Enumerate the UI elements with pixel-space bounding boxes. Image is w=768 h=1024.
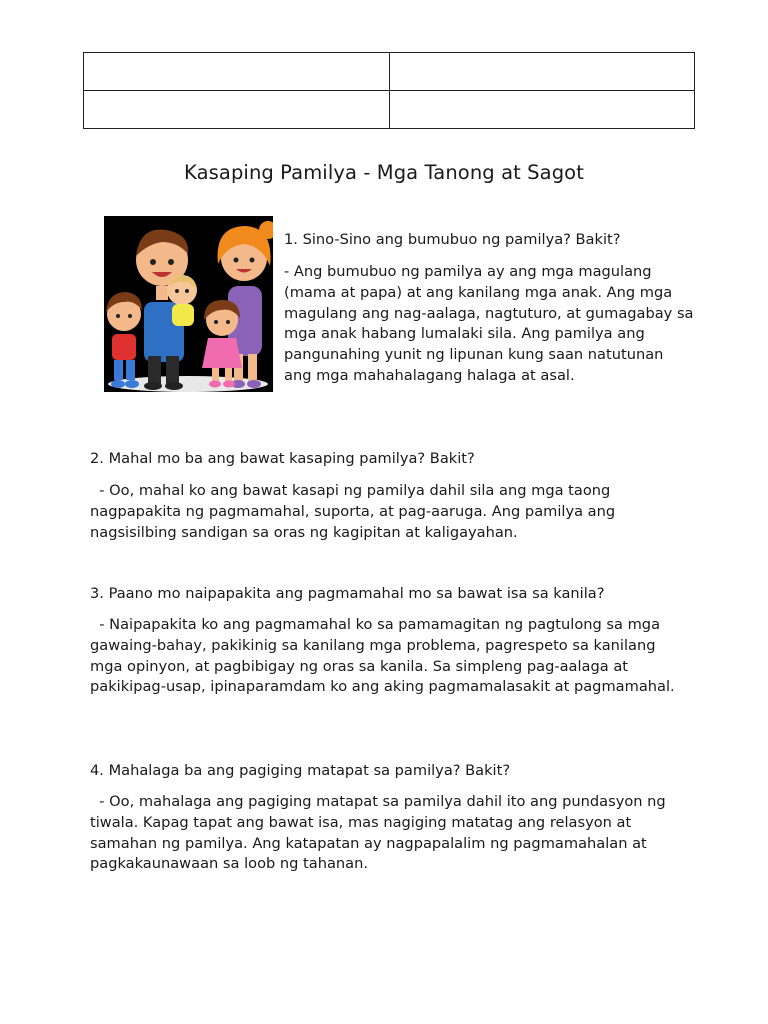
question-4: 4. Mahalaga ba ang pagiging matapat sa pamilya? Bakit? bbox=[90, 762, 511, 779]
header-table-row bbox=[84, 53, 695, 91]
question-1: 1. Sino-Sino ang bumubuo ng pamilya? Bakit? bbox=[284, 231, 621, 248]
answer-2 bbox=[90, 481, 690, 543]
answer-3-text: - Naipapakita ko ang pagmamahal ko sa pamamagitan ng pagtulong sa mga gawaing-bahay, pakikinig sa kanilang mga problema, pagrespeto sa kanilang mga opinyon, at pagbibigay ng oras sa kanila. Sa simpleng pag-aalaga at pakikipag-usap, ipinaparamdam ko ang aking pagmamalasakit at pagmamahal. bbox=[90, 616, 675, 696]
family-cartoon-icon bbox=[104, 216, 273, 392]
answer-4 bbox=[90, 792, 690, 875]
page-title: Kasaping Pamilya - Mga Tanong at Sagot bbox=[184, 161, 584, 184]
answer-3 bbox=[90, 615, 690, 698]
answer-1: - Ang bumubuo ng pamilya ay ang mga magulang (mama at papa) at ang kanilang mga anak. Ang mga magulang ang nag-aalaga, nagtuturo, at gumagabay sa mga anak habang lumalaki sila. Ang pamilya ang pangunahing yunit ng lipunan kung saan natutunan ang mga mahahalagang halaga at asal. bbox=[284, 263, 694, 384]
header-table bbox=[83, 52, 695, 129]
question-3: 3. Paano mo naipapakita ang pagmamahal mo sa bawat isa sa kanila? bbox=[90, 585, 605, 602]
header-table-row bbox=[84, 91, 695, 129]
header-cell bbox=[389, 53, 695, 91]
answer-2-text: - Oo, mahal ko ang bawat kasapi ng pamilya dahil sila ang mga taong nagpapakita ng pagmamahal, suporta, at pag-aaruga. Ang pamilya ang nagsisilbing sandigan sa oras ng kagipitan at kaligayahan. bbox=[90, 482, 616, 541]
question-2: 2. Mahal mo ba ang bawat kasaping pamilya? Bakit? bbox=[90, 450, 475, 467]
header-cell bbox=[389, 91, 695, 129]
answer-4-text: - Oo, mahalaga ang pagiging matapat sa pamilya dahil ito ang pundasyon ng tiwala. Kapag tapat ang bawat isa, mas nagiging matatag ang relasyon at samahan ng pamilya. Ang katapatan ay nagpapalalim ng pagmamahalan at pagkakaunawaan sa loob ng tahanan. bbox=[90, 793, 666, 873]
header-cell bbox=[84, 53, 390, 91]
header-cell bbox=[84, 91, 390, 129]
